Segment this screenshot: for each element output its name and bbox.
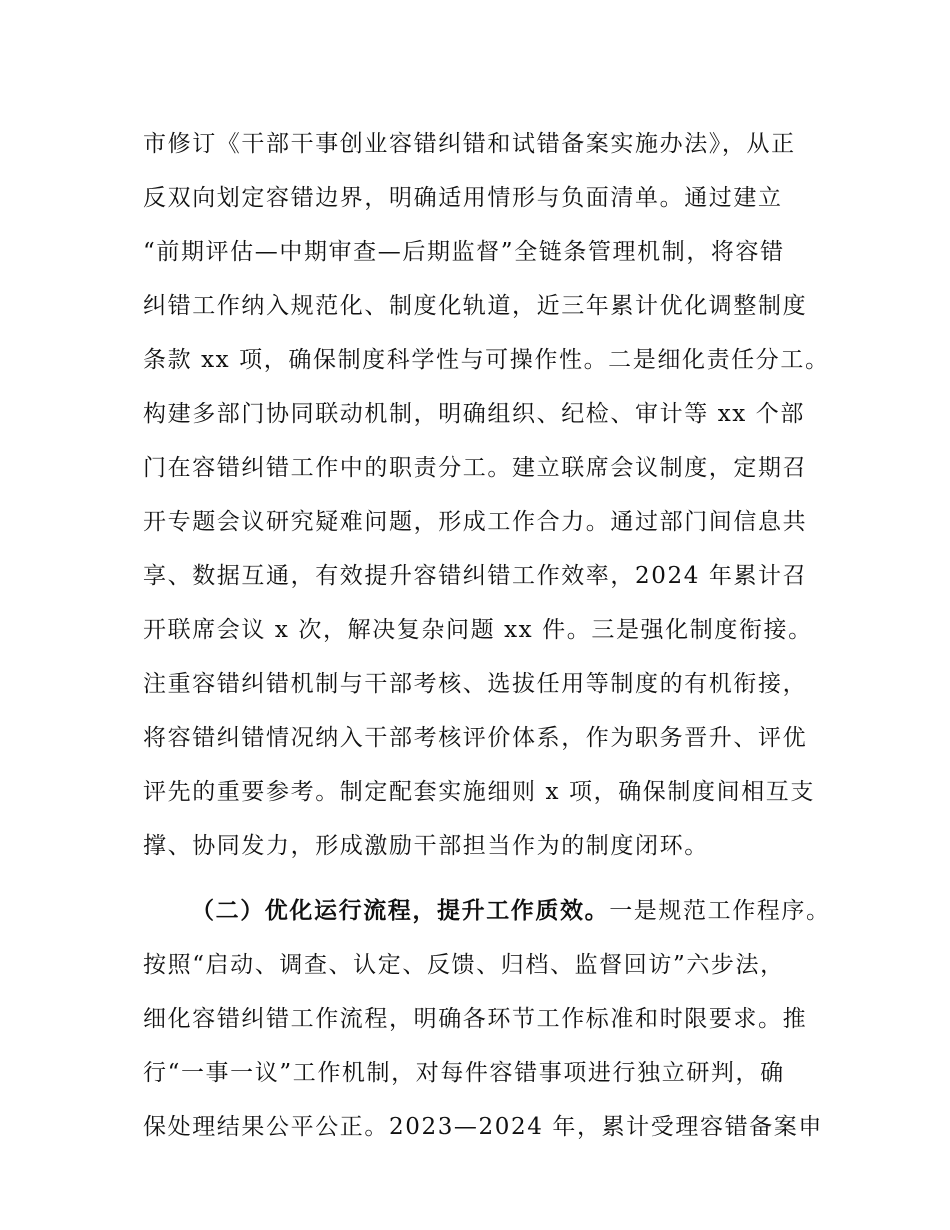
paragraph-line: 将容错纠错情况纳入干部考核评价体系，作为职务晋升、评优 [143,725,808,751]
paragraph-line: 撑、协同发力，形成激励干部担当作为的制度闭环。 [143,833,709,859]
paragraph-line: 构建多部门协同联动机制，明确组织、纪检、审计等 xx 个部 [143,401,805,427]
paragraph-line: 评先的重要参考。制定配套实施细则 x 项，确保制度间相互支 [143,779,815,805]
paragraph-line: 条款 xx 项，确保制度科学性与可操作性。二是细化责任分工。 [143,347,830,373]
paragraph-line: 市修订《干部干事创业容错纠错和试错备案实施办法》，从正 [143,131,796,157]
paragraph-line: 细化容错纠错工作流程，明确各环节工作标准和时限要求。推 [143,1006,808,1032]
section-heading: （二）优化运行流程，提升工作质效。 [191,897,610,924]
section-heading-rest: 一是规范工作程序。 [609,898,831,924]
paragraph-line: “前期评估—中期审查—后期监督”全链条管理机制，将容错 [143,239,785,265]
paragraph-line: 反双向划定容错边界，明确适用情形与负面清单。通过建立 [143,185,783,211]
paragraph-line: 开联席会议 x 次，解决复杂问题 xx 件。三是强化制度衔接。 [143,617,813,643]
paragraph-line: 注重容错纠错机制与干部考核、选拔任用等制度的有机衔接， [143,671,808,697]
paragraph-line: 行“一事一议”工作机制，对每件容错事项进行独立研判，确 [143,1060,785,1086]
paragraph-line: 保处理结果公平公正。2023—2024 年，累计受理容错备案申 [143,1114,823,1140]
paragraph-line: 按照“启动、调查、认定、反馈、归档、监督回访”六步法， [143,952,785,978]
paragraph-line: 开专题会议研究疑难问题，形成工作合力。通过部门间信息共 [143,509,808,535]
paragraph-line: 纠错工作纳入规范化、制度化轨道，近三年累计优化调整制度 [143,293,808,319]
section-heading-line [191,895,831,927]
paragraph-line: 门在容错纠错工作中的职责分工。建立联席会议制度，定期召 [143,455,808,481]
paragraph-line: 享、数据互通，有效提升容错纠错工作效率，2024 年累计召 [143,563,808,589]
